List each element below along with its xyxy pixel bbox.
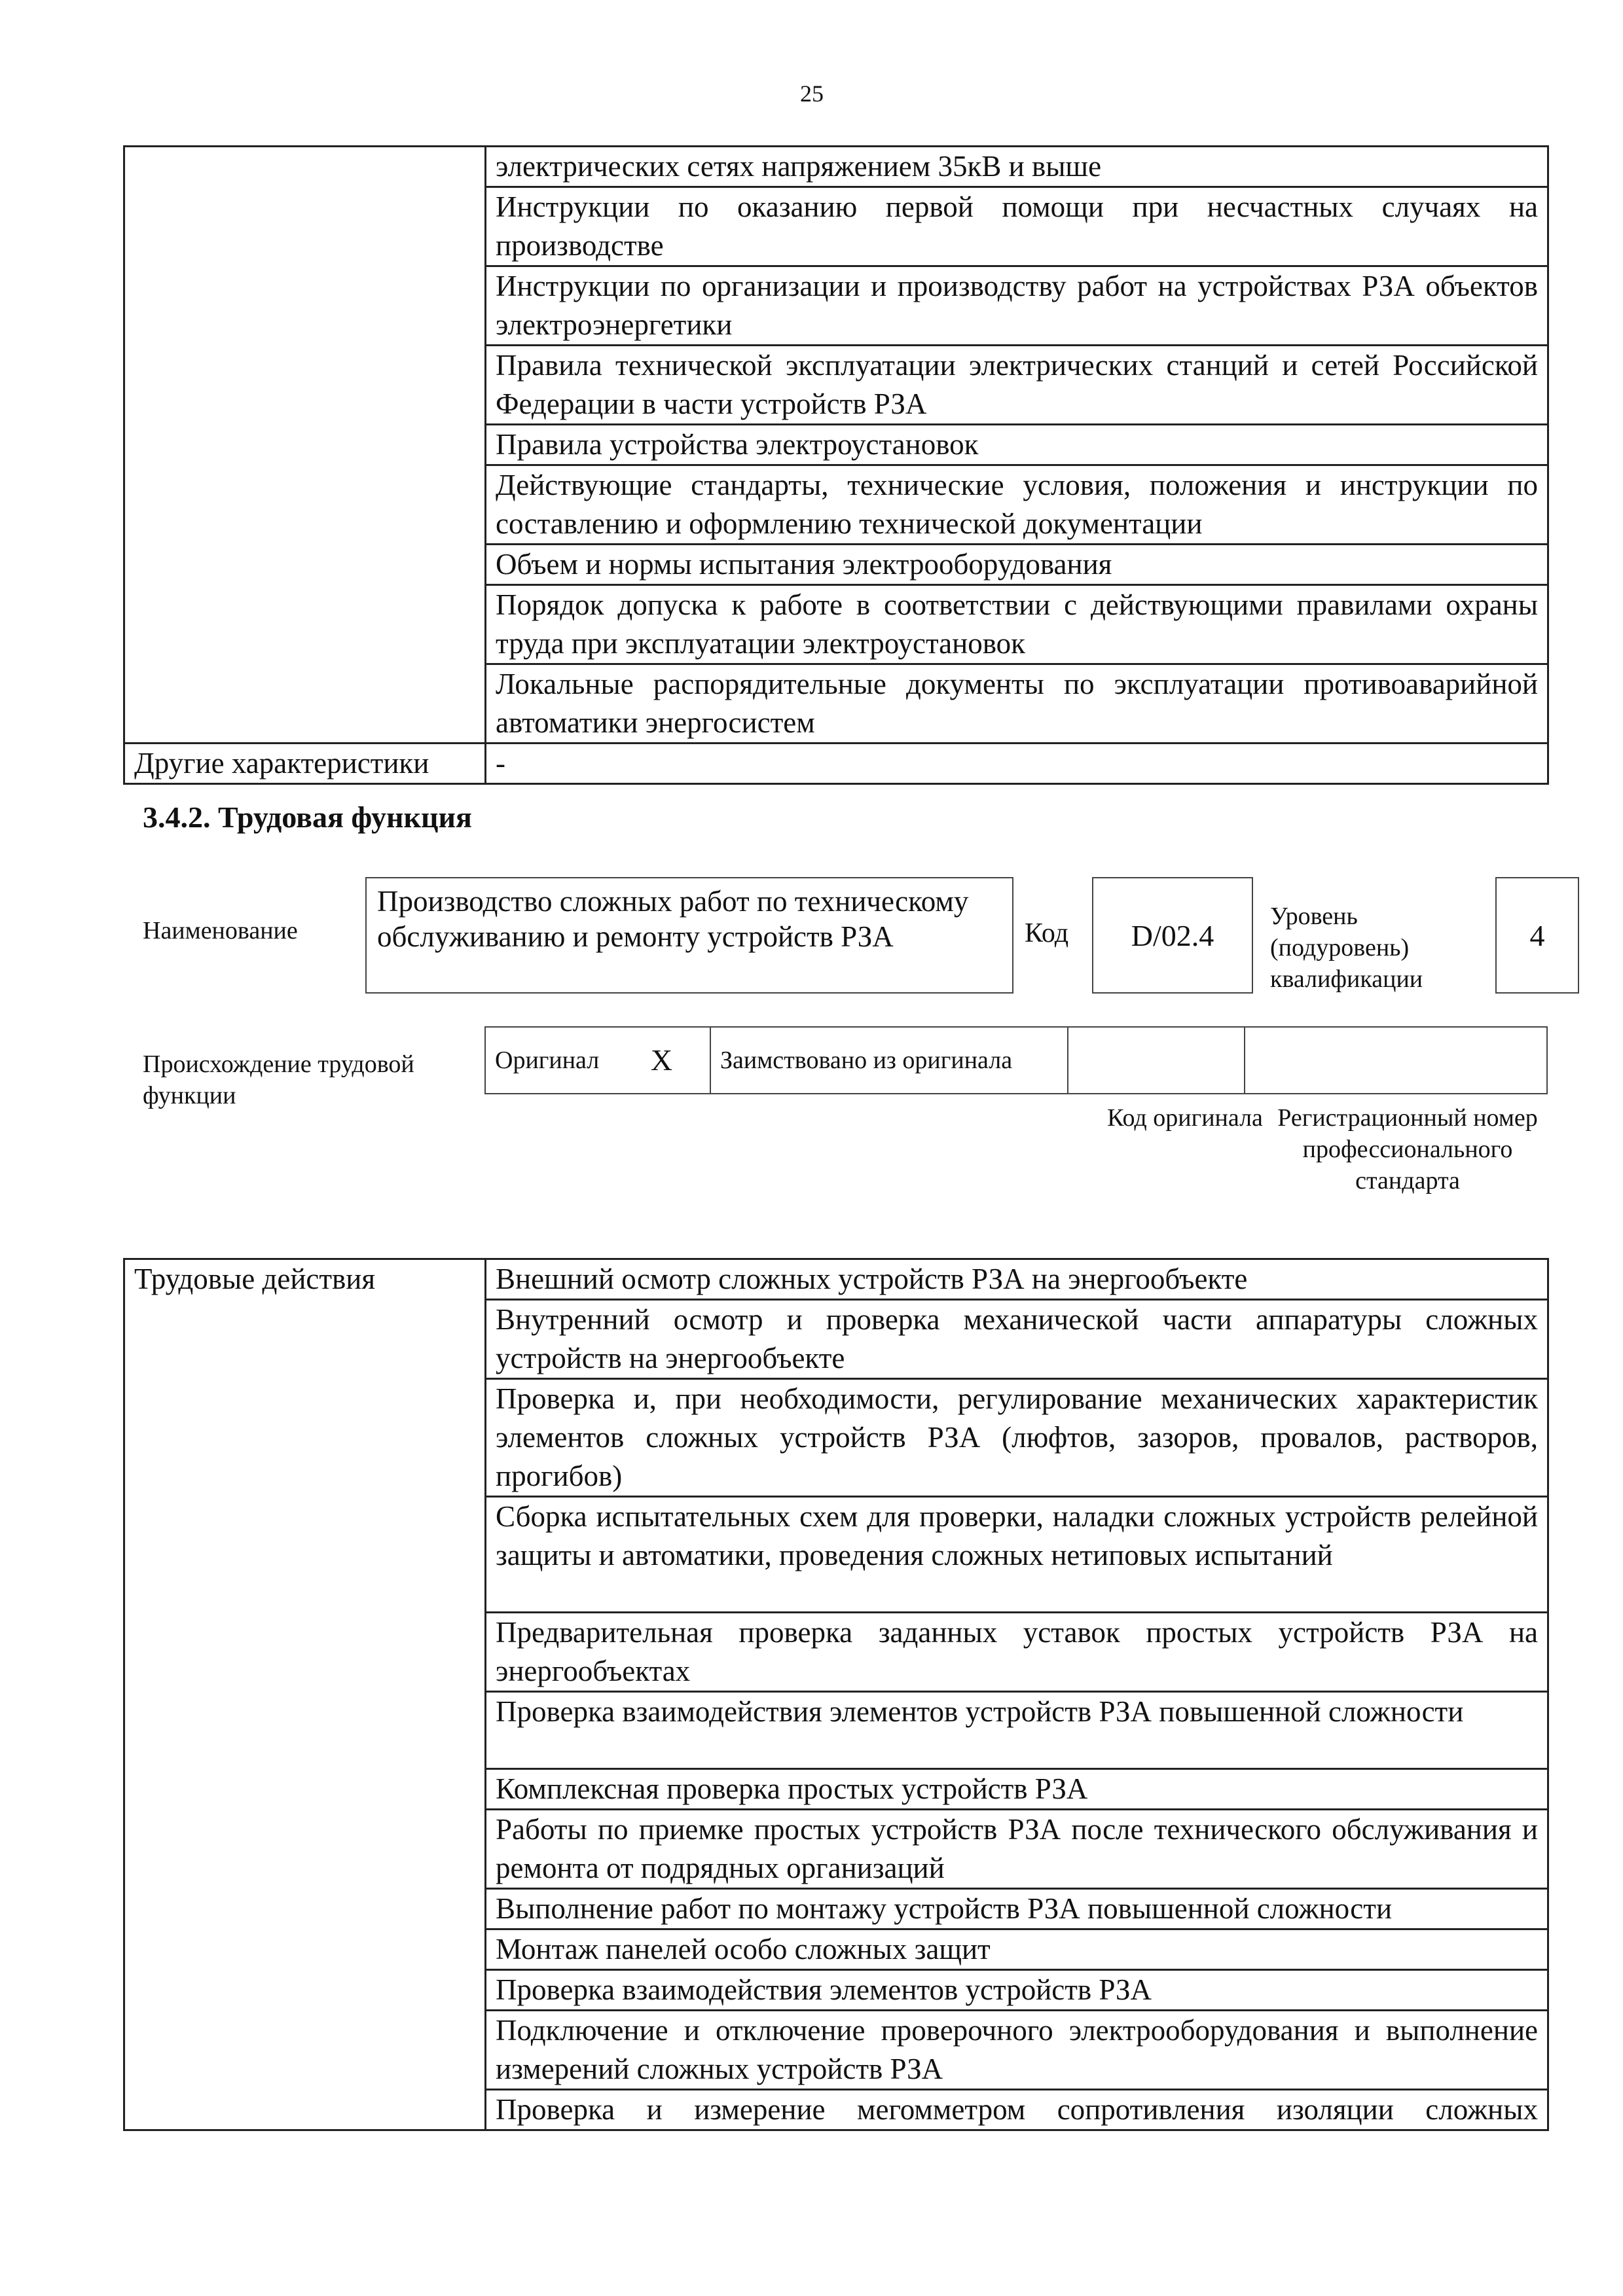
other-characteristics-value: - <box>486 744 1548 784</box>
labor-actions-label: Трудовые действия <box>124 1259 486 2130</box>
function-code-value: D/02.4 <box>1092 877 1253 994</box>
function-name-value: Производство сложных работ по техническому обслуживанию и ремонту устройств РЗА <box>365 877 1013 994</box>
labor-action-row: Внутренний осмотр и проверка механической части аппаратуры сложных устройств на энергообъекте <box>486 1300 1548 1379</box>
labor-action-row: Предварительная проверка заданных уставок простых устройств РЗА на энергообъектах <box>486 1613 1548 1692</box>
knowledge-row: Объем и нормы испытания электрооборудования <box>486 545 1548 585</box>
labor-action-row: Подключение и отключение проверочного электрооборудования и выполнение измерений сложных устройств РЗА <box>486 2011 1548 2090</box>
registration-number-caption: Регистрационный номер профессионального стандарта <box>1277 1104 1538 1194</box>
knowledge-label-cell <box>124 147 486 744</box>
level-label: Уровень (подуровень) квалификации <box>1270 903 1423 993</box>
origin-label: Происхождение трудовой функции <box>143 1050 414 1109</box>
original-label: Оригинал <box>485 1027 613 1094</box>
page-number: 25 <box>800 81 824 107</box>
labor-action-row: Выполнение работ по монтажу устройств РЗА повышенной сложности <box>486 1889 1548 1929</box>
knowledge-row: Локальные распорядительные документы по эксплуатации противоаварийной автоматики энергосистем <box>486 664 1548 744</box>
qualification-level-value: 4 <box>1495 877 1579 994</box>
other-characteristics-label: Другие характеристики <box>124 744 486 784</box>
original-code-cell <box>1068 1027 1245 1094</box>
knowledge-row: Правила устройства электроустановок <box>486 425 1548 465</box>
borrowed-label: Заимствовано из оригинала <box>710 1027 1068 1094</box>
origin-table <box>484 1026 1548 1094</box>
labor-action-row: Комплексная проверка простых устройств РЗА <box>486 1769 1548 1810</box>
knowledge-table <box>123 145 1549 785</box>
labor-action-row: Проверка взаимодействия элементов устройств РЗА повышенной сложности <box>486 1692 1548 1769</box>
knowledge-row: Правила технической эксплуатации электрических станций и сетей Российской Федерации в части устройств РЗА <box>486 346 1548 425</box>
knowledge-row: Порядок допуска к работе в соответствии с действующими правилами охраны труда при эксплуатации электроустановок <box>486 585 1548 664</box>
labor-action-row: Проверка и, при необходимости, регулирование механических характеристик элементов сложных устройств РЗА (люфтов, зазоров, провалов, растворов, прогибов) <box>486 1379 1548 1497</box>
knowledge-row: Инструкции по организации и производству работ на устройствах РЗА объектов электроэнергетики <box>486 266 1548 346</box>
name-label: Наименование <box>143 917 298 944</box>
labor-action-row: Внешний осмотр сложных устройств РЗА на энергообъекте <box>486 1259 1548 1300</box>
original-mark: X <box>613 1027 710 1094</box>
labor-action-row: Проверка и измерение мегомметром сопротивления изоляции сложных <box>486 2090 1548 2130</box>
knowledge-row: Инструкции по оказанию первой помощи при несчастных случаях на производстве <box>486 187 1548 266</box>
registration-number-cell <box>1245 1027 1547 1094</box>
code-original-caption: Код оригинала <box>1107 1104 1263 1132</box>
labor-action-row: Работы по приемке простых устройств РЗА после технического обслуживания и ремонта от подрядных организаций <box>486 1810 1548 1889</box>
knowledge-row: Действующие стандарты, технические условия, положения и инструкции по составлению и оформлению технической документации <box>486 465 1548 545</box>
labor-action-row: Монтаж панелей особо сложных защит <box>486 1929 1548 1970</box>
knowledge-row: электрических сетях напряжением 35кВ и выше <box>486 147 1548 187</box>
code-label: Код <box>1025 918 1069 948</box>
labor-action-row: Сборка испытательных схем для проверки, наладки сложных устройств релейной защиты и автоматики, проведения сложных нетиповых испытаний <box>486 1497 1548 1613</box>
section-heading: 3.4.2. Трудовая функция <box>143 800 472 834</box>
labor-action-row: Проверка взаимодействия элементов устройств РЗА <box>486 1970 1548 2011</box>
labor-actions-table <box>123 1258 1549 2131</box>
